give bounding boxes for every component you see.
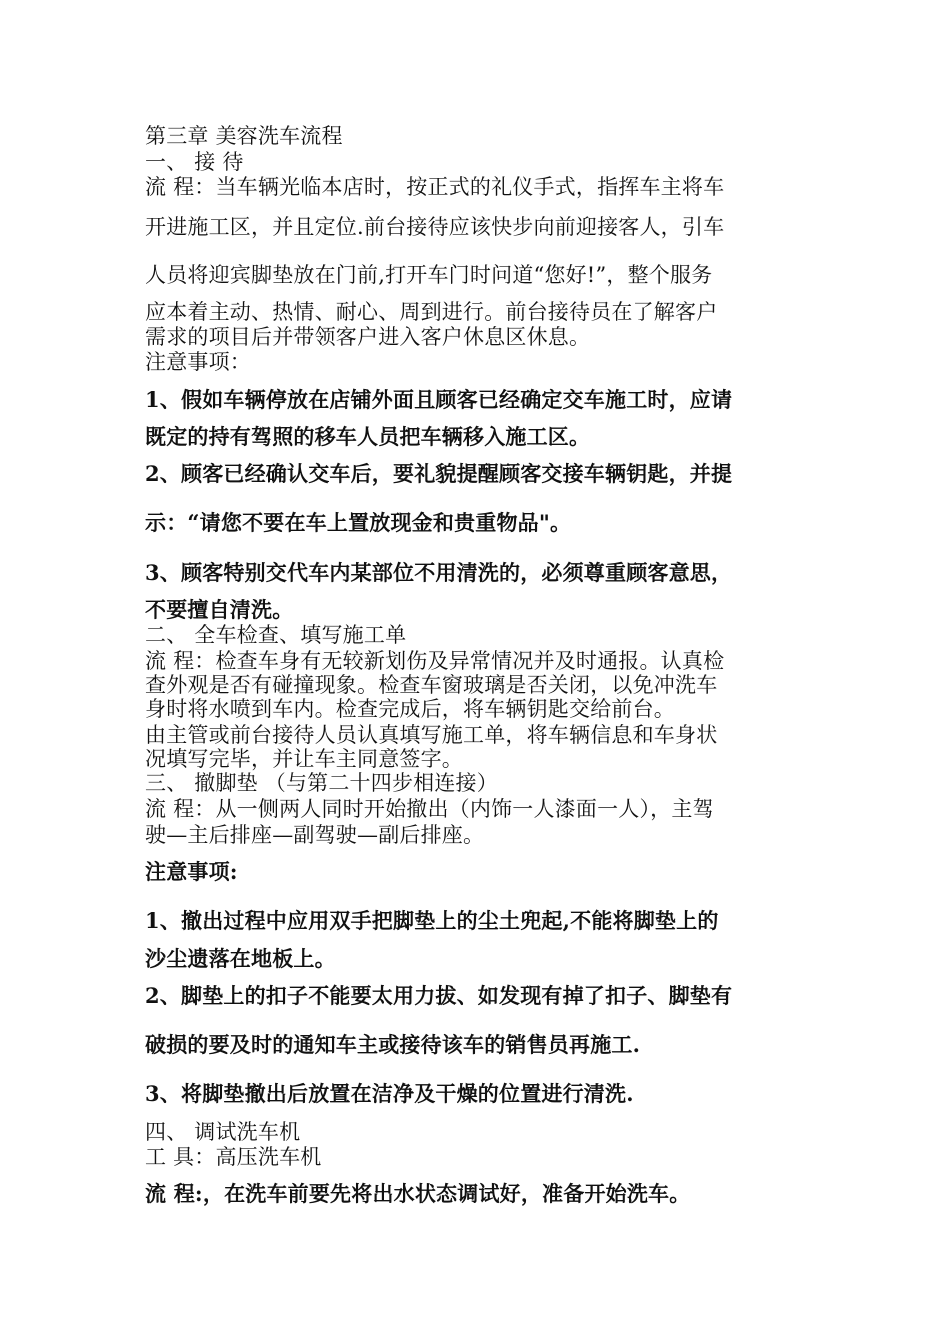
section-2-heading: 二、 全车检查、填写施工单 [145, 623, 407, 647]
section-1-process-line: 流 程：当车辆光临本店时，按正式的礼仪手式，指挥车主将车 [145, 175, 725, 199]
section-1-process-line: 需求的项目后并带领客户进入客户休息区休息。 [145, 325, 591, 349]
section-3-process-line: 驶—主后排座—副驾驶—副后排座。 [145, 823, 485, 847]
section-3-heading: 三、 撤脚垫 （与第二十四步相连接） [145, 771, 498, 795]
section-3-note-line: 沙尘遗落在地板上。 [145, 946, 336, 971]
section-1-note-line: 不要擅自清洗。 [145, 597, 294, 622]
section-2-process-line: 身时将水喷到车内。检查完成后，将车辆钥匙交给前台。 [145, 697, 675, 721]
section-3-note-line: 3、将脚垫撤出后放置在洁净及干燥的位置进行清洗. [145, 1081, 634, 1106]
section-1-note-line: 既定的持有驾照的移车人员把车辆移入施工区。 [145, 424, 591, 449]
section-2-process-line: 流 程：检查车身有无较新划伤及异常情况并及时通报。认真检 [145, 649, 725, 673]
section-1-notes-heading: 注意事项： [145, 350, 251, 374]
section-1-process-line: 应本着主动、热情、耐心、周到进行。前台接待员在了解客户 [145, 300, 718, 324]
section-3-note-line: 破损的要及时的通知车主或接待该车的销售员再施工. [145, 1032, 641, 1057]
section-3-process-line: 流 程：从一侧两人同时开始撤出（内饰一人漆面一人），主驾 [145, 797, 714, 821]
section-2-process-line: 由主管或前台接待人员认真填写施工单，将车辆信息和车身状 [145, 723, 718, 747]
section-4-tool-line: 工 具：高压洗车机 [145, 1145, 322, 1169]
section-1-note-line: 示：“请您不要在车上置放现金和贵重物品"。 [145, 510, 572, 535]
section-1-heading: 一、 接 待 [145, 150, 244, 174]
section-3-note-line: 1、撤出过程中应用双手把脚垫上的尘土兜起,不能将脚垫上的 [145, 908, 719, 933]
section-3-notes-heading: 注意事项: [145, 859, 238, 884]
chapter-title: 第三章 美容洗车流程 [145, 124, 343, 148]
section-2-process-line: 查外观是否有碰撞现象。检查车窗玻璃是否关闭，以免冲洗车 [145, 673, 718, 697]
section-1-note-line: 3、顾客特别交代车内某部位不用清洗的，必须尊重顾客意思， [145, 560, 733, 585]
section-1-note-line: 2、顾客已经确认交车后，要礼貌提醒顾客交接车辆钥匙，并提 [145, 461, 733, 486]
section-1-process-line: 开进施工区，并且定位.前台接待应该快步向前迎接客人，引车 [145, 215, 725, 239]
section-4-process-line: 流 程:，在洗车前要先将出水状态调试好，准备开始洗车。 [145, 1181, 691, 1206]
section-4-heading: 四、 调试洗车机 [145, 1120, 301, 1144]
section-2-process-line: 况填写完毕，并让车主同意签字。 [145, 747, 463, 771]
section-1-note-line: 1、假如车辆停放在店铺外面且顾客已经确定交车施工时，应请 [145, 387, 733, 412]
section-3-note-line: 2、脚垫上的扣子不能要太用力拔、如发现有掉了扣子、脚垫有 [145, 983, 733, 1008]
section-1-process-line: 人员将迎宾脚垫放在门前,打开车门时问道“您好!”，整个服务 [145, 263, 713, 287]
